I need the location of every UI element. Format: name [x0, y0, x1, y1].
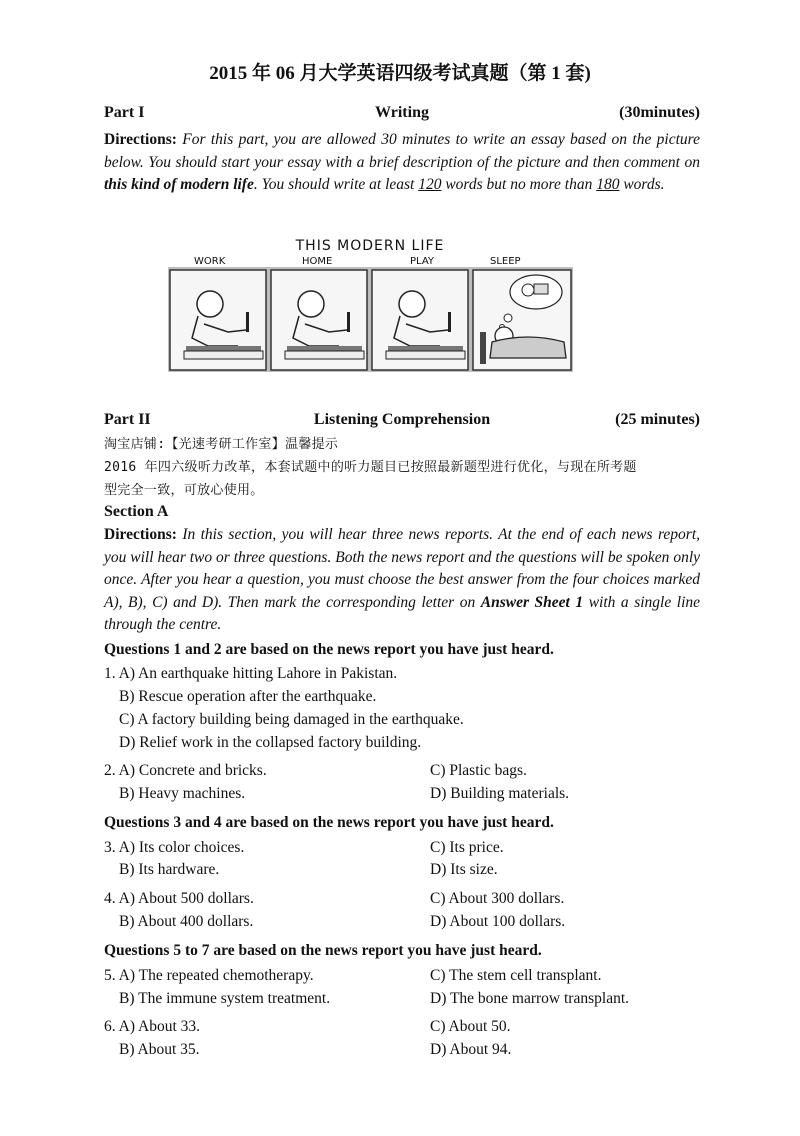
- part2-label: Part II: [104, 411, 151, 428]
- panel-work: [170, 270, 266, 370]
- part1-time: (30minutes): [619, 104, 700, 121]
- directions-label-2: Directions:: [104, 526, 177, 543]
- q2-option-d: D) Building materials.: [430, 785, 570, 802]
- q1-option-b: B) Rescue operation after the earthquake.: [119, 688, 377, 705]
- q1-option-c: C) A factory building being damaged in the earthquake.: [119, 711, 464, 728]
- part2-directions: [104, 524, 700, 637]
- notice-text: [104, 433, 700, 502]
- directions-label: Directions:: [104, 131, 177, 148]
- q6-option-d: D) About 94.: [430, 1041, 512, 1058]
- q5-option-a: 5. A) The repeated chemotherapy.: [104, 967, 314, 984]
- q6-option-c: C) About 50.: [430, 1018, 511, 1035]
- question-group-header: Questions 3 and 4 are based on the news report you have just heard.: [104, 814, 554, 831]
- q4-option-b: B) About 400 dollars.: [119, 913, 254, 930]
- part1-name: Writing: [375, 104, 429, 121]
- answer-sheet-emphasis: Answer Sheet 1: [480, 593, 584, 611]
- notice-line-2: 2016 年四六级听力改革，本套试题中的听力题目已按照最新题型进行优化，与现在所考题: [104, 460, 637, 475]
- q5-option-b: B) The immune system treatment.: [119, 990, 331, 1007]
- q1-option-d: D) Relief work in the collapsed factory building.: [119, 734, 422, 751]
- q3-option-d: D) Its size.: [430, 861, 498, 878]
- q2-option-c: C) Plastic bags.: [430, 762, 527, 779]
- panel-sleep: [473, 270, 571, 370]
- part1-label: Part I: [104, 104, 145, 121]
- question-group-header: Questions 1 and 2 are based on the news report you have just heard.: [104, 641, 554, 658]
- q6-option-a: 6. A) About 33.: [104, 1018, 201, 1035]
- max-words: 180: [596, 176, 620, 194]
- q5-option-c: C) The stem cell transplant.: [430, 967, 602, 984]
- section-a-heading: Section A: [104, 503, 169, 520]
- q1-option-a: 1. A) An earthquake hitting Lahore in Pakistan.: [104, 665, 398, 682]
- q5-option-d: D) The bone marrow transplant.: [430, 990, 630, 1007]
- panel-play: [372, 270, 468, 370]
- q3-option-c: C) Its price.: [430, 839, 504, 856]
- part2-time: (25 minutes): [615, 411, 700, 428]
- q3-option-b: B) Its hardware.: [119, 861, 220, 878]
- q2-option-b: B) Heavy machines.: [119, 785, 246, 802]
- modern-life-cartoon: [168, 234, 573, 374]
- directions-text-3: words but no more than: [445, 176, 593, 194]
- notice-line-1: 淘宝店铺:【光速考研工作室】温馨提示: [104, 437, 339, 452]
- panel-home: [271, 270, 367, 370]
- q3-option-a: 3. A) Its color choices.: [104, 839, 245, 856]
- q4-option-a: 4. A) About 500 dollars.: [104, 890, 254, 907]
- page-title: 2015 年 06 月大学英语四级考试真题（第 1 套): [209, 63, 591, 84]
- directions-text-2: . You should write at least: [253, 176, 415, 194]
- part2-header: [104, 411, 700, 433]
- q6-option-b: B) About 35.: [119, 1041, 200, 1058]
- cartoon-title: THIS MODERN LIFE: [295, 238, 445, 254]
- min-words: 120: [418, 176, 442, 194]
- q2-option-a: 2. A) Concrete and bricks.: [104, 762, 267, 779]
- directions-text-part2-end: with a single line through the centre.: [104, 593, 701, 634]
- q4-option-d: D) About 100 dollars.: [430, 913, 566, 930]
- directions-text-4: words.: [623, 176, 665, 194]
- part1-header: [104, 104, 700, 126]
- panel-label-sleep: SLEEP: [490, 256, 521, 267]
- directions-text: For this part, you are allowed 30 minutes to write an essay based on the picture below. You should start your essay with a brief description of the picture and then comment on: [104, 131, 701, 171]
- part1-directions: [104, 129, 700, 197]
- q4-option-c: C) About 300 dollars.: [430, 890, 565, 907]
- notice-line-3: 型完全一致，可放心使用。: [104, 483, 264, 498]
- question-group-header: Questions 5 to 7 are based on the news report you have just heard.: [104, 942, 542, 959]
- directions-text-part2: In this section, you will hear three news reports. At the end of each news report, you will hear two or three questions. Both the news report and the questions will be spoken only once. After you hear a question, you must choose the best answer from the four choices marked A), B), C) and D). Then mark the corresponding letter on: [104, 526, 700, 611]
- panel-label-home: HOME: [302, 256, 333, 267]
- part2-name: Listening Comprehension: [313, 411, 491, 428]
- directions-emphasis: this kind of modern life: [104, 176, 254, 194]
- panel-label-work: WORK: [194, 256, 226, 267]
- panel-label-play: PLAY: [410, 256, 435, 267]
